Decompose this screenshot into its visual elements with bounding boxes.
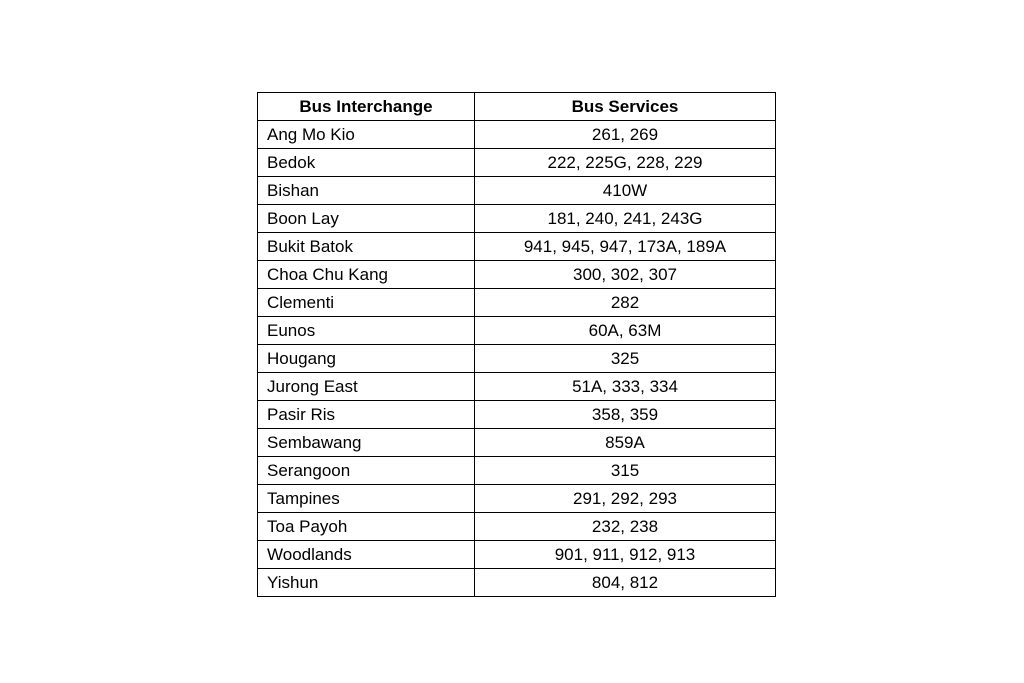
interchange-cell: Choa Chu Kang <box>258 261 475 289</box>
table-row <box>258 485 776 513</box>
interchange-cell: Tampines <box>258 485 475 513</box>
header-bus-services: Bus Services <box>475 93 776 121</box>
table-row <box>258 401 776 429</box>
services-cell: 410W <box>475 177 776 205</box>
table-row <box>258 205 776 233</box>
services-cell: 60A, 63M <box>475 317 776 345</box>
services-cell: 859A <box>475 429 776 457</box>
interchange-cell: Pasir Ris <box>258 401 475 429</box>
services-cell: 261, 269 <box>475 121 776 149</box>
interchange-cell: Jurong East <box>258 373 475 401</box>
interchange-cell: Sembawang <box>258 429 475 457</box>
interchange-cell: Clementi <box>258 289 475 317</box>
table-row <box>258 345 776 373</box>
interchange-cell: Bedok <box>258 149 475 177</box>
table-row <box>258 177 776 205</box>
table-row <box>258 429 776 457</box>
services-cell: 181, 240, 241, 243G <box>475 205 776 233</box>
services-cell: 325 <box>475 345 776 373</box>
services-cell: 901, 911, 912, 913 <box>475 541 776 569</box>
interchange-cell: Yishun <box>258 569 475 597</box>
table-row <box>258 541 776 569</box>
header-bus-interchange: Bus Interchange <box>258 93 475 121</box>
table-row <box>258 149 776 177</box>
interchange-cell: Toa Payoh <box>258 513 475 541</box>
interchange-cell: Hougang <box>258 345 475 373</box>
interchange-cell: Boon Lay <box>258 205 475 233</box>
table-row <box>258 373 776 401</box>
services-cell: 222, 225G, 228, 229 <box>475 149 776 177</box>
interchange-cell: Bukit Batok <box>258 233 475 261</box>
interchange-cell: Eunos <box>258 317 475 345</box>
services-cell: 941, 945, 947, 173A, 189A <box>475 233 776 261</box>
services-cell: 291, 292, 293 <box>475 485 776 513</box>
interchange-cell: Serangoon <box>258 457 475 485</box>
table-row <box>258 233 776 261</box>
interchange-cell: Bishan <box>258 177 475 205</box>
interchange-cell: Woodlands <box>258 541 475 569</box>
table-row <box>258 289 776 317</box>
bus-services-table <box>257 92 776 597</box>
services-cell: 232, 238 <box>475 513 776 541</box>
table-row <box>258 457 776 485</box>
table-header-row <box>258 93 776 121</box>
interchange-cell: Ang Mo Kio <box>258 121 475 149</box>
services-cell: 358, 359 <box>475 401 776 429</box>
bus-services-table-container <box>257 92 776 597</box>
services-cell: 804, 812 <box>475 569 776 597</box>
services-cell: 315 <box>475 457 776 485</box>
table-row <box>258 261 776 289</box>
services-cell: 282 <box>475 289 776 317</box>
services-cell: 51A, 333, 334 <box>475 373 776 401</box>
table-row <box>258 569 776 597</box>
table-row <box>258 513 776 541</box>
table-row <box>258 121 776 149</box>
table-row <box>258 317 776 345</box>
services-cell: 300, 302, 307 <box>475 261 776 289</box>
